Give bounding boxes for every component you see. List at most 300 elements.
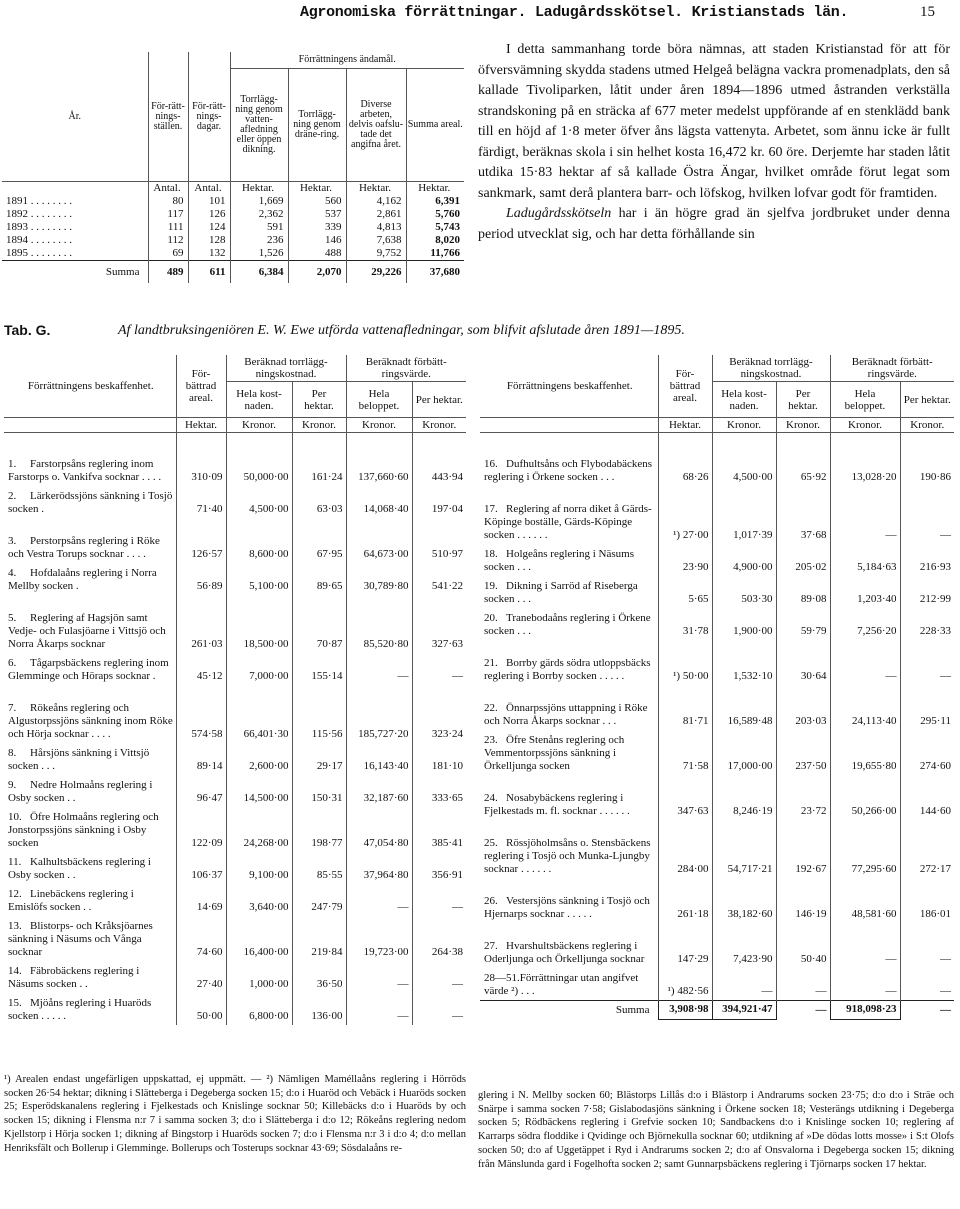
unit: Hektar. [346, 182, 406, 196]
row-description [480, 640, 658, 685]
unit: Hektar. [406, 182, 464, 196]
cell: 36·50 [292, 961, 346, 993]
cell: 272·17 [900, 820, 954, 878]
cell: 16,589·48 [712, 685, 776, 730]
cell: 71·58 [658, 730, 712, 775]
cell: 147·29 [658, 923, 712, 968]
table-row [4, 563, 466, 595]
table-row [480, 878, 954, 923]
kostnad-group-header: Beräknad torrlägg-ningskostnad. [226, 355, 346, 382]
cell: 611 [188, 261, 230, 284]
row-text: Reglering af Hagsjön samt Vedje- och Fulasjöarne i Vittsjö och Norra Åkarps socknar [8, 612, 166, 650]
footnote-right: glering i N. Mellby socken 60; Blästorps Lillås d:o i Blästorp i Andrarums socken 23·75; d:o d:o i Sträe och Snärpe i samma socken 7·58; Gislabodasjöns sänkning i Örkene socken 18; Vesterängs utdikning i Degeberga socken 5; Rödbäckens reglering i Grefvie socken 10; Sandbackens d:o i Knislinge socken 10; reglering af Karrarps södra floddike i Qvidinge och Björnekulla socknar 60; utdikning af »De dödas lotts mosse» i S:t Olofs socken 50; d:o af Uggetäppet i Ryd i Andrarums socken 2; d:o af Onsvalorna i Degeberga socken 15; dikning från Mänslunda gard i Fogelhofta socken 2; samt Gunnarpsbäckens reglering i Tjörnarps socken 17 hektar. [478, 1090, 954, 1170]
row-text: Farstorpsåns reglering inom Farstorps o. Vankifva socknar . . . . [8, 458, 162, 483]
paragraph-2 [478, 204, 950, 245]
cell: 150·31 [292, 775, 346, 807]
cell: 274·60 [900, 730, 954, 775]
cell: 264·38 [412, 916, 466, 961]
cell: — [412, 653, 466, 685]
cell: 9,752 [346, 247, 406, 261]
cell: 124 [188, 221, 230, 234]
summa-cell: 3,908·98 [658, 1001, 712, 1020]
row-text: Hårsjöns sänkning i Vittsjö socken . . . [8, 747, 150, 772]
table-row [4, 595, 466, 653]
dranering-header: Torrlägg-ning genom dräne-ring. [288, 69, 346, 182]
summa-label: Summa [2, 261, 148, 284]
table-row [4, 486, 466, 518]
row-text: Nedre Holmaåns reglering i Osby socken . . [8, 779, 153, 804]
row-description [480, 608, 658, 640]
torrlaggning-header: Torrlägg-ning genom vatten-afledning eller öppen dikning. [230, 69, 288, 182]
cell: 112 [148, 234, 188, 247]
cell: 47,054·80 [346, 807, 412, 852]
cell: 310·09 [176, 441, 226, 486]
cell: 219·84 [292, 916, 346, 961]
row-text: Kalhultsbäckens reglering i Osby socken . . [8, 856, 151, 881]
cell: 2,362 [230, 208, 288, 221]
row-text: Dufhultsåns och Flybodabäckens reglering i Örkene socken . . . [484, 458, 653, 483]
forrattningsdagar-header: För-rätt-nings-dagar. [188, 52, 230, 182]
body-paragraph [478, 40, 950, 245]
row-description [4, 685, 176, 743]
row-text: Hofdalaåns reglering i Norra Mellby socken . [8, 567, 157, 592]
yearly-summary-table [2, 52, 464, 283]
hela-beloppet-header: Hela beloppet. [346, 382, 412, 418]
cell: 323·24 [412, 685, 466, 743]
cell: 122·09 [176, 807, 226, 852]
cell: 186·01 [900, 878, 954, 923]
row-number: 27. [484, 940, 498, 952]
unit: Antal. [148, 182, 188, 196]
row-number: 23. [484, 734, 498, 746]
table-row [480, 576, 954, 608]
row-text: Förrättningar utan angifvet värde ²) . . . [484, 972, 639, 997]
row-text: Holgeåns reglering i Näsums socken . . . [484, 548, 634, 573]
row-number: 16. [484, 458, 498, 470]
row-text: Reglering af norra diket å Gärds-Köpinge boställe, Gärds-Köpinge socken . . . . . . [484, 503, 652, 541]
paragraph-2-italic: Ladugårdsskötseln [506, 206, 612, 221]
cell: 339 [288, 221, 346, 234]
unit: Kronor. [412, 418, 466, 433]
row-description [4, 884, 176, 916]
page-number: 15 [920, 4, 935, 20]
cell: 38,182·60 [712, 878, 776, 923]
cell: 6,384 [230, 261, 288, 284]
cell: 14,068·40 [346, 486, 412, 518]
cell: 69 [148, 247, 188, 261]
cell: 8,600·00 [226, 518, 292, 563]
areal-header: För-bättrad areal. [658, 355, 712, 418]
table-row [4, 441, 466, 486]
row-description [4, 486, 176, 518]
cell: 14·69 [176, 884, 226, 916]
summa-areal-header: Summa areal. [406, 69, 464, 182]
row-number: 11. [8, 856, 22, 868]
spacer-cell [712, 433, 776, 442]
spacer-cell [412, 433, 466, 442]
cell: 29·17 [292, 743, 346, 775]
cell: 37·68 [776, 486, 830, 544]
cell: 7,638 [346, 234, 406, 247]
diverse-header: Diverse arbeten, delvis oafslu-tade det angifna året. [346, 69, 406, 182]
cell: 228·33 [900, 608, 954, 640]
row-number: 26. [484, 895, 498, 907]
cell: 6,391 [406, 195, 464, 208]
row-number: 7. [8, 702, 17, 714]
table-row [480, 608, 954, 640]
row-text: Perstorpsåns reglering i Röke och Vestra Torups socknar . . . . [8, 535, 160, 560]
row-description [480, 968, 658, 1001]
row-text: Rössjöholmsåns o. Stensbäckens reglering i Tosjö och Munka-Ljungby socknar . . . . . . [484, 837, 651, 875]
cell: — [900, 486, 954, 544]
varde-group-header: Beräknadt förbätt-ringsvärde. [346, 355, 466, 382]
cell: — [346, 961, 412, 993]
row-number: 28—51. [484, 972, 520, 984]
cell: 1,000·00 [226, 961, 292, 993]
cell: 11,766 [406, 247, 464, 261]
cell: 7,000·00 [226, 653, 292, 685]
cell: 66,401·30 [226, 685, 292, 743]
cell: — [830, 640, 900, 685]
table1-header-row [2, 52, 464, 69]
cell: 203·03 [776, 685, 830, 730]
table-row [2, 208, 464, 221]
cell: 80 [148, 195, 188, 208]
table-row [480, 775, 954, 820]
year-cell: 1895 . . . . . . . . [6, 247, 72, 259]
per-hektar-header: Per hektar. [776, 382, 830, 418]
cell: 30,789·80 [346, 563, 412, 595]
cell: 2,070 [288, 261, 346, 284]
cell: 77,295·60 [830, 820, 900, 878]
cell: 111 [148, 221, 188, 234]
table-row [4, 961, 466, 993]
cell: — [412, 993, 466, 1025]
cell: 8,246·19 [712, 775, 776, 820]
unit: Hektar. [176, 418, 226, 433]
varde-group-header: Beräknadt förbätt-ringsvärde. [830, 355, 954, 382]
cell: 17,000·00 [712, 730, 776, 775]
table-row [4, 993, 466, 1025]
cell: 192·67 [776, 820, 830, 878]
cell: — [712, 968, 776, 1001]
cell: 19,655·80 [830, 730, 900, 775]
row-text: Mjöåns reglering i Huaröds socken . . . . . [8, 997, 152, 1022]
cell: 181·10 [412, 743, 466, 775]
cell: 32,187·60 [346, 775, 412, 807]
cell: 2,600·00 [226, 743, 292, 775]
cell: 560 [288, 195, 346, 208]
spacer-cell [830, 433, 900, 442]
unit: Kronor. [346, 418, 412, 433]
cell: 205·02 [776, 544, 830, 576]
cell: 23·72 [776, 775, 830, 820]
cell: 106·37 [176, 852, 226, 884]
row-number: 4. [8, 567, 17, 579]
row-description [4, 852, 176, 884]
unit: Antal. [188, 182, 230, 196]
table-row [2, 221, 464, 234]
cell: 198·77 [292, 807, 346, 852]
cell: ¹) 50·00 [658, 640, 712, 685]
unit: Kronor. [226, 418, 292, 433]
cell: 50·00 [176, 993, 226, 1025]
cell: 4,813 [346, 221, 406, 234]
table-row [4, 852, 466, 884]
cell: 137,660·60 [346, 441, 412, 486]
row-number: 17. [484, 503, 498, 515]
cell: 2,861 [346, 208, 406, 221]
cell: 50,266·00 [830, 775, 900, 820]
cell: 144·60 [900, 775, 954, 820]
cell: 7,423·90 [712, 923, 776, 968]
spacer-cell [176, 433, 226, 442]
cell: 128 [188, 234, 230, 247]
row-text: Önnarpssjöns uttappning i Röke och Norra Åkarps socknar . . . [484, 702, 648, 727]
row-description [480, 486, 658, 544]
table-row [2, 247, 464, 261]
cell: 132 [188, 247, 230, 261]
row-text: Tågarpsbäckens reglering inom Glemminge och Höraps socknar . [8, 657, 169, 682]
row-description [4, 961, 176, 993]
row-description [4, 653, 176, 685]
row-text: Vestersjöns sänkning i Tosjö och Hjernarps socknar . . . . . [484, 895, 650, 920]
spacer-cell [4, 433, 176, 442]
row-description [480, 544, 658, 576]
paragraph-2-text: har i än högre grad än sjelfva jordbruket under denna period utvecklat sig, och har detta förhållande sin [478, 206, 950, 242]
cell: 190·86 [900, 441, 954, 486]
cell: 37,964·80 [346, 852, 412, 884]
table-row [4, 743, 466, 775]
cell: 356·91 [412, 852, 466, 884]
cell: 1,017·39 [712, 486, 776, 544]
spacer-cell [346, 433, 412, 442]
row-description [480, 685, 658, 730]
cell: 574·58 [176, 685, 226, 743]
empty-cell [480, 418, 658, 433]
table-row [480, 640, 954, 685]
summa-cell: 918,098·23 [830, 1001, 900, 1020]
cell: 18,500·00 [226, 595, 292, 653]
cell: 5·65 [658, 576, 712, 608]
cell: 70·87 [292, 595, 346, 653]
table-row [4, 518, 466, 563]
row-number: 15. [8, 997, 22, 1009]
cell: 261·18 [658, 878, 712, 923]
table-row [480, 968, 954, 1001]
cell: 6,800·00 [226, 993, 292, 1025]
row-description [4, 807, 176, 852]
row-text: Rökeåns reglering och Algustorpssjöns sänkning inom Röke och Hörja socknar . . . . [8, 702, 173, 740]
cell: — [830, 486, 900, 544]
table-row [4, 916, 466, 961]
unit: Kronor. [776, 418, 830, 433]
cell: 443·94 [412, 441, 466, 486]
tab-title: Af landtbruksingeniören E. W. Ewe utförda vattenafledningar, som blifvit afslutade åren 1891—1895. [118, 323, 685, 338]
cell: 56·89 [176, 563, 226, 595]
cell: 5,743 [406, 221, 464, 234]
cell: 155·14 [292, 653, 346, 685]
year-cell: 1892 . . . . . . . . [6, 208, 72, 220]
spacer-cell [900, 433, 954, 442]
cell: 24,113·40 [830, 685, 900, 730]
empty-cell [4, 418, 176, 433]
summa-row [2, 261, 464, 284]
cell: 126 [188, 208, 230, 221]
cell: 89·14 [176, 743, 226, 775]
cell: 89·65 [292, 563, 346, 595]
table1-units-row [2, 182, 464, 196]
row-description [4, 441, 176, 486]
cell: 503·30 [712, 576, 776, 608]
row-number: 21. [484, 657, 498, 669]
table-row [4, 884, 466, 916]
cell: — [900, 923, 954, 968]
cell: 96·47 [176, 775, 226, 807]
row-number: 24. [484, 792, 498, 804]
spacer-cell [226, 433, 292, 442]
row-number: 13. [8, 920, 22, 932]
hela-beloppet-header: Hela beloppet. [830, 382, 900, 418]
table2-units-row [480, 418, 954, 433]
cell: 115·56 [292, 685, 346, 743]
row-description [480, 775, 658, 820]
table-row [480, 685, 954, 730]
cell: — [900, 640, 954, 685]
row-description [480, 441, 658, 486]
cell: 16,143·40 [346, 743, 412, 775]
cell: 45·12 [176, 653, 226, 685]
row-description [4, 775, 176, 807]
row-description [4, 595, 176, 653]
spacer-cell [480, 433, 658, 442]
unit: Kronor. [712, 418, 776, 433]
cell: 591 [230, 221, 288, 234]
purpose-group-header: Förrättningens ändamål. [230, 52, 464, 69]
row-number: 25. [484, 837, 498, 849]
tab-label: Tab. G. [4, 322, 51, 338]
cell: 117 [148, 208, 188, 221]
row-number: 8. [8, 747, 17, 759]
beskaffenhet-header: Förrättningens beskaffenhet. [506, 380, 633, 392]
cell: 212·99 [900, 576, 954, 608]
row-number: 2. [8, 490, 17, 502]
table2-header-row [4, 355, 466, 382]
cell: 59·79 [776, 608, 830, 640]
summa-cell: — [900, 1001, 954, 1020]
row-text: Fäbrobäckens reglering i Näsums socken . . [8, 965, 140, 990]
cell: 14,500·00 [226, 775, 292, 807]
cell: 185,727·20 [346, 685, 412, 743]
row-number: 18. [484, 548, 498, 560]
forrattningsstallen-header: För-rätt-nings-ställen. [148, 52, 188, 182]
year-cell: 1891 . . . . . . . . [6, 195, 72, 207]
cell: 385·41 [412, 807, 466, 852]
cell: 541·22 [412, 563, 466, 595]
cell: 4,500·00 [712, 441, 776, 486]
cell: 1,526 [230, 247, 288, 261]
cell: — [412, 884, 466, 916]
areal-header: För-bättrad areal. [176, 355, 226, 418]
cell: 8,020 [406, 234, 464, 247]
cell: — [776, 968, 830, 1001]
table-row [4, 775, 466, 807]
row-text: Linebäckens reglering i Emislöfs socken . . [8, 888, 134, 913]
row-text: Öfre Holmaåns reglering och Jonstorpssjöns sänkning i Osby socken [8, 811, 159, 849]
cell: 48,581·60 [830, 878, 900, 923]
drainage-table-right [480, 355, 954, 1020]
summa-row [480, 1001, 954, 1020]
hela-kostnaden-header: Hela kost-naden. [712, 382, 776, 418]
cell: — [900, 968, 954, 1001]
cell: 537 [288, 208, 346, 221]
kostnad-group-header: Beräknad torrlägg-ningskostnad. [712, 355, 830, 382]
cell: 489 [148, 261, 188, 284]
cell: 50·40 [776, 923, 830, 968]
cell: 161·24 [292, 441, 346, 486]
row-description [480, 923, 658, 968]
running-header [0, 4, 960, 26]
cell: 1,532·10 [712, 640, 776, 685]
cell: 4,500·00 [226, 486, 292, 518]
spacer-cell [658, 433, 712, 442]
cell: 510·97 [412, 518, 466, 563]
table2-units-row [4, 418, 466, 433]
row-number: 9. [8, 779, 17, 791]
year-cell: 1893 . . . . . . . . [6, 221, 72, 233]
row-number: 10. [8, 811, 22, 823]
cell: 237·50 [776, 730, 830, 775]
cell: 146 [288, 234, 346, 247]
drainage-table-left [4, 355, 466, 1025]
row-number: 5. [8, 612, 17, 624]
cell: 261·03 [176, 595, 226, 653]
cell: 1,203·40 [830, 576, 900, 608]
row-description [4, 518, 176, 563]
table-row [480, 923, 954, 968]
table-row [480, 486, 954, 544]
row-description [4, 743, 176, 775]
table-row [480, 544, 954, 576]
spacer-cell [292, 433, 346, 442]
cell: 7,256·20 [830, 608, 900, 640]
cell: 30·64 [776, 640, 830, 685]
unit: Kronor. [830, 418, 900, 433]
cell: 29,226 [346, 261, 406, 284]
cell: — [346, 993, 412, 1025]
row-description [480, 576, 658, 608]
table2-header-row [480, 355, 954, 382]
row-description [480, 820, 658, 878]
cell: 4,900·00 [712, 544, 776, 576]
year-header: År. [68, 110, 81, 122]
row-number: 19. [484, 580, 498, 592]
cell: — [830, 923, 900, 968]
row-text: Nosabybäckens reglering i Fjelkestads m. fl. socknar . . . . . . [484, 792, 630, 817]
cell: 136·00 [292, 993, 346, 1025]
cell: 50,000·00 [226, 441, 292, 486]
spacer-cell [776, 433, 830, 442]
cell: 333·65 [412, 775, 466, 807]
cell: 68·26 [658, 441, 712, 486]
row-number: 22. [484, 702, 498, 714]
table-row [480, 441, 954, 486]
row-text: Dikning i Sarröd af Riseberga socken . . . [484, 580, 638, 605]
cell: 5,760 [406, 208, 464, 221]
summa-cell: 394,921·47 [712, 1001, 776, 1020]
cell: 197·04 [412, 486, 466, 518]
cell: 54,717·21 [712, 820, 776, 878]
